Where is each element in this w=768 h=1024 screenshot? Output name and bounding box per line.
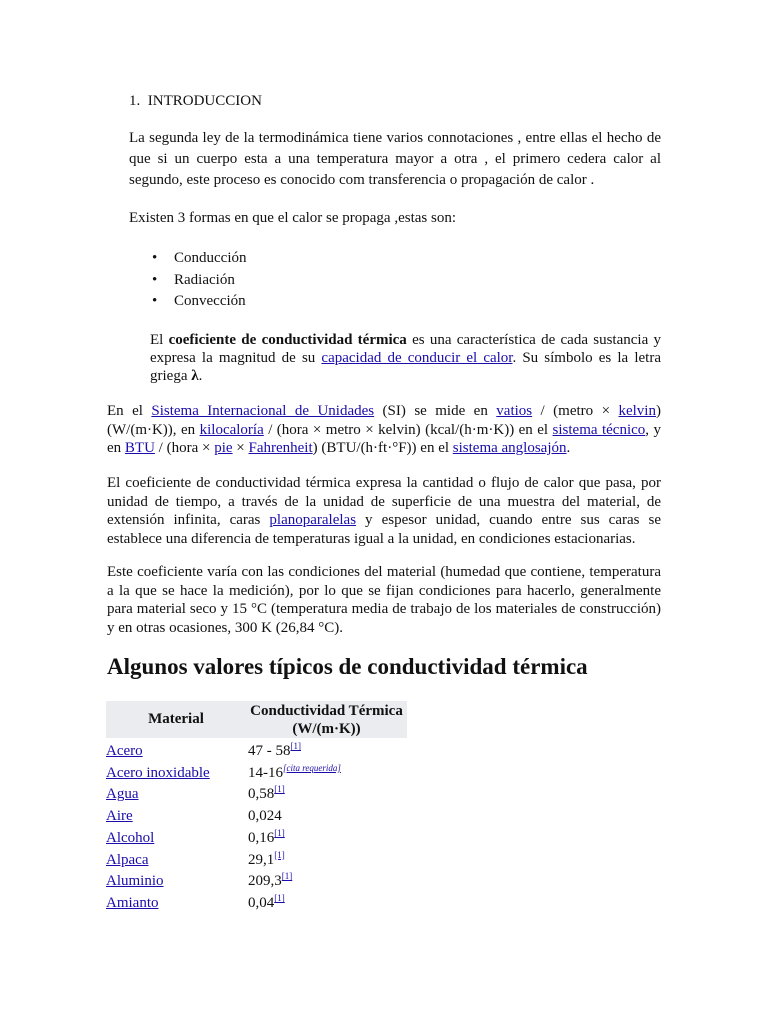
text-run: / (hora × bbox=[154, 440, 215, 456]
intro-heading-text: INTRODUCCION bbox=[147, 93, 262, 109]
definition-paragraph bbox=[107, 474, 661, 548]
coefficient-term: coeficiente de conductividad térmica bbox=[168, 332, 407, 348]
value-cell: 0,04 bbox=[248, 894, 275, 911]
lambda-symbol: λ bbox=[191, 368, 199, 384]
table-row bbox=[106, 893, 407, 915]
list-item: • Conducción bbox=[150, 248, 450, 270]
intro-heading bbox=[129, 91, 262, 111]
link-kilocaloria[interactable]: kilocaloría bbox=[199, 421, 264, 438]
text-run: . bbox=[198, 368, 203, 384]
text-run: es una característica de cada sustancia y expresa la magnitud de su bbox=[150, 332, 661, 366]
text-run: . Su símbolo es la letra griega bbox=[150, 350, 661, 384]
value-cell: 29,1 bbox=[248, 851, 275, 868]
table-row bbox=[106, 806, 407, 828]
link-material-acero-inoxidable[interactable]: Acero inoxidable bbox=[106, 764, 210, 781]
coefficient-paragraph bbox=[150, 331, 661, 385]
link-material-alpaca[interactable]: Alpaca bbox=[106, 851, 149, 868]
text-run: × bbox=[232, 440, 249, 456]
conditions-paragraph: Este coeficiente varía con las condiciones del material (humedad que contiene, temperatura a la que se hace la medición), por lo que se fijan condiciones para hacerlo, generalmente para material seco y 15 °C (temperatura media de trabajo de los materiales de construcción) y en otras ocasiones, 300 K (26,84 °C). bbox=[107, 564, 661, 636]
reference-link[interactable]: [1] bbox=[274, 849, 285, 860]
table-row bbox=[106, 784, 407, 806]
link-vatios[interactable]: vatios bbox=[496, 403, 533, 419]
value-cell: 0,58 bbox=[248, 786, 275, 803]
link-sistema-tecnico[interactable]: sistema técnico bbox=[552, 421, 646, 438]
units-paragraph bbox=[107, 402, 661, 458]
table-row bbox=[106, 871, 407, 893]
table-row bbox=[106, 763, 407, 785]
reference-link[interactable]: [1] bbox=[274, 827, 285, 838]
link-planoparalelas[interactable]: planoparalelas bbox=[269, 512, 357, 528]
reference-link[interactable]: [1] bbox=[290, 741, 301, 751]
conductivity-table bbox=[106, 701, 407, 915]
text-run: En el bbox=[107, 403, 152, 419]
table-row bbox=[106, 738, 407, 763]
text-run: , y en bbox=[107, 421, 661, 456]
text-run: El bbox=[150, 332, 169, 348]
text-run: . bbox=[566, 440, 571, 456]
text-run: / (hora × metro × kelvin) (kcal/(h·m·K)) en el bbox=[263, 421, 553, 438]
text-run: / (metro × bbox=[532, 403, 619, 419]
text-run: y espesor unidad, cuando entre sus caras se establece una diferencia de temperaturas igual a la unidad, en condiciones estacionarias. bbox=[107, 512, 661, 547]
link-material-acero[interactable]: Acero bbox=[106, 743, 143, 759]
link-fahrenheit[interactable]: Fahrenheit bbox=[248, 440, 313, 456]
text-run: (SI) se mide en bbox=[374, 403, 497, 419]
table-row bbox=[106, 850, 407, 872]
list-item: • Radiación bbox=[150, 270, 450, 292]
list-item: • Convección bbox=[150, 291, 450, 313]
header-material: Material bbox=[106, 701, 246, 738]
value-cell: 0,16 bbox=[248, 829, 275, 846]
section-title: Algunos valores típicos de conductividad térmica bbox=[107, 654, 588, 679]
link-sistema-anglosajon[interactable]: sistema anglosajón bbox=[452, 440, 567, 456]
link-capacidad-conducir-calor[interactable]: capacidad de conducir el calor bbox=[321, 350, 513, 366]
link-material-agua[interactable]: Agua bbox=[106, 786, 139, 803]
intro-paragraph: La segunda ley de la termodinámica tiene varios connotaciones , entre ellas el hecho de que si un cuerpo esta a una temperatura mayor a otra , el primero cedera calor al segundo, este proceso es conocido com transferencia o propagación de calor . bbox=[129, 130, 661, 188]
link-material-amianto[interactable]: Amianto bbox=[106, 894, 159, 911]
value-cell: 0,024 bbox=[248, 808, 282, 825]
reference-link[interactable]: [1] bbox=[281, 871, 293, 882]
text-run: El coeficiente de conductividad térmica expresa la cantidad o flujo de calor que pasa, por unidad de tiempo, a través de la unidad de superficie de una muestra del material, de extensión infinita, caras bbox=[107, 475, 661, 528]
reference-link[interactable]: [1] bbox=[274, 784, 285, 795]
value-cell: 14-16 bbox=[248, 764, 283, 781]
link-material-aluminio[interactable]: Aluminio bbox=[106, 873, 164, 890]
link-material-alcohol[interactable]: Alcohol bbox=[106, 829, 155, 846]
link-sistema-internacional[interactable]: Sistema Internacional de Unidades bbox=[151, 403, 375, 419]
intro-number: 1. bbox=[129, 93, 141, 109]
value-cell: 47 - 58 bbox=[248, 743, 291, 759]
text-run: ) (BTU/(h·ft·°F)) en el bbox=[312, 440, 453, 456]
text-run: ) (W/(m·K)), en bbox=[107, 403, 661, 438]
citation-needed-link[interactable]: [cita requerida] bbox=[283, 762, 341, 773]
link-btu[interactable]: BTU bbox=[124, 440, 155, 456]
table-header-row bbox=[106, 701, 407, 738]
header-conductivity: Conductividad Térmica (W/(m·K)) bbox=[246, 701, 407, 738]
forms-paragraph: Existen 3 formas en que el calor se propaga ,estas son: bbox=[129, 210, 456, 226]
reference-link[interactable]: [1] bbox=[274, 892, 285, 903]
table-row bbox=[106, 828, 407, 850]
link-kelvin[interactable]: kelvin bbox=[618, 403, 656, 419]
forms-list bbox=[150, 248, 450, 313]
link-material-aire[interactable]: Aire bbox=[106, 808, 133, 825]
link-pie[interactable]: pie bbox=[214, 440, 233, 456]
value-cell: 209,3 bbox=[248, 873, 282, 890]
